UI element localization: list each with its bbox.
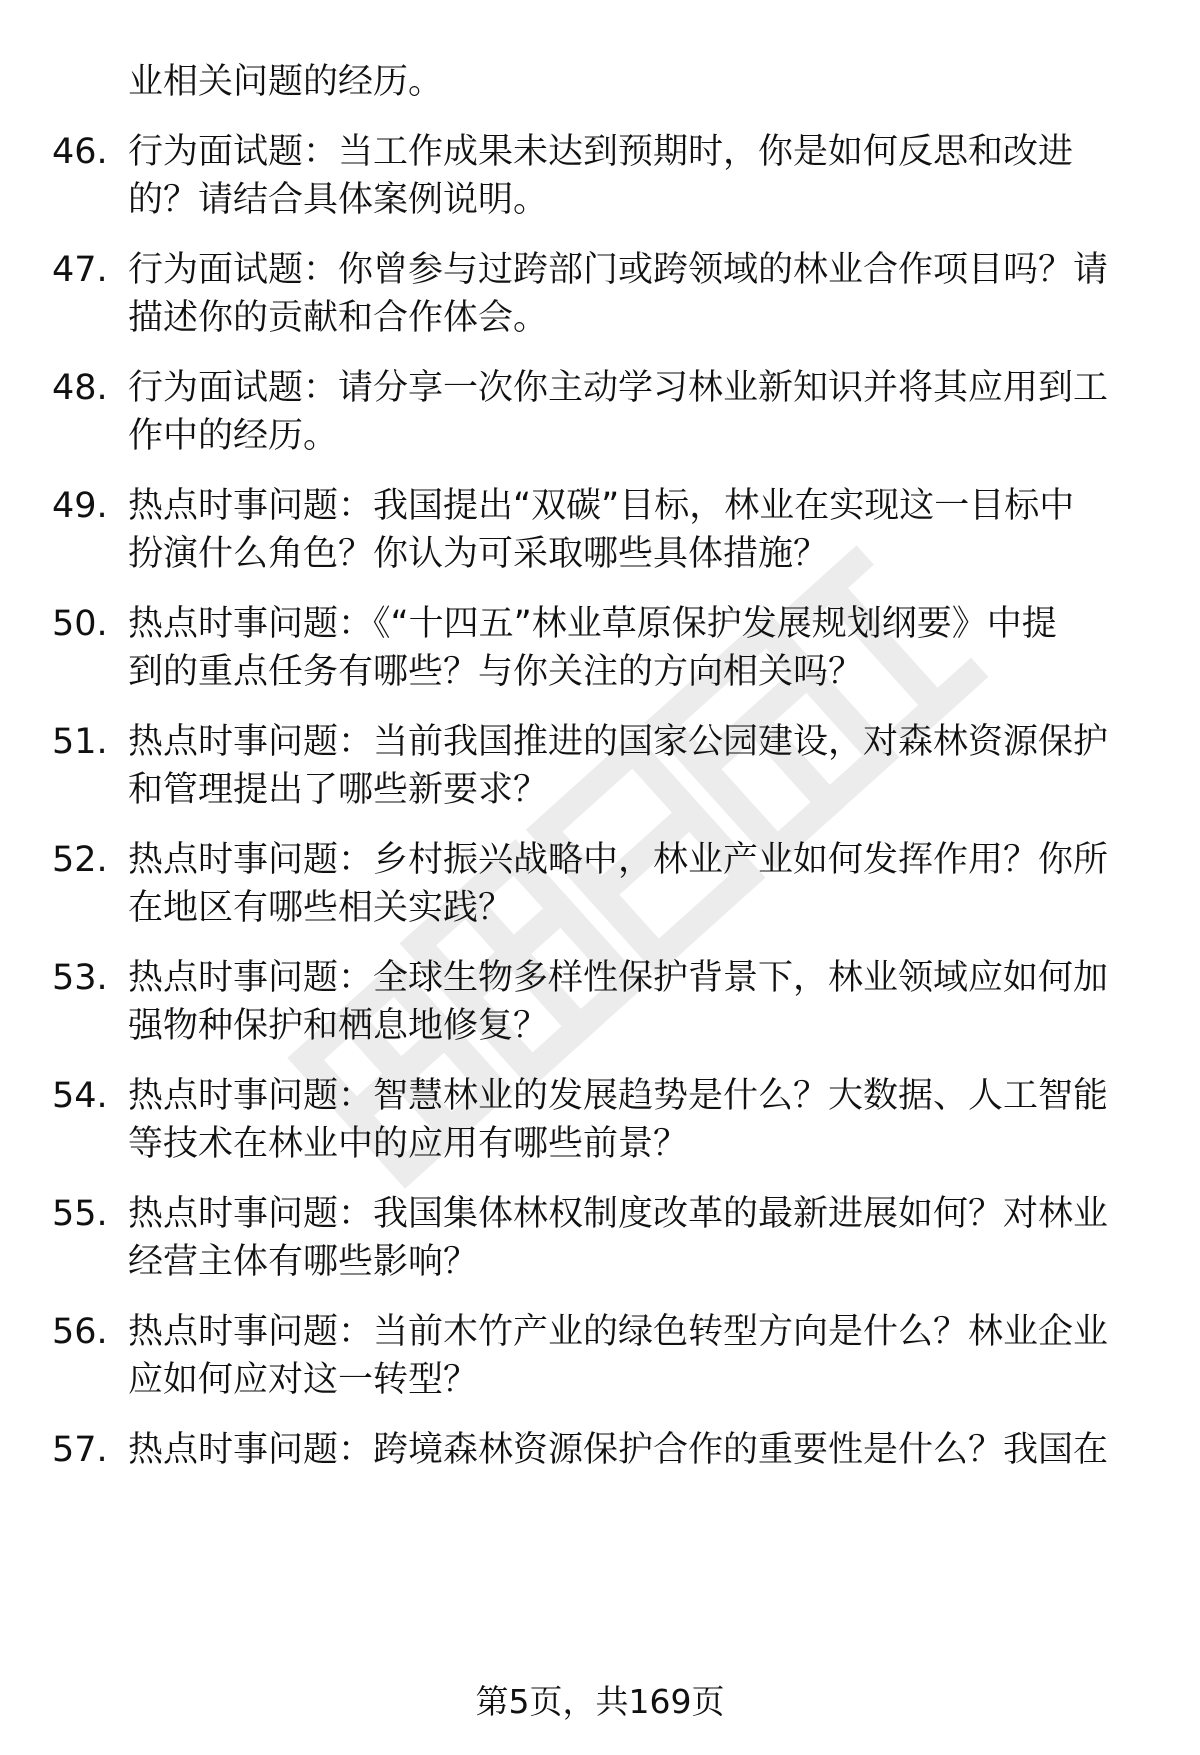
item-text-line: 的？请结合具体案例说明。 xyxy=(128,180,549,220)
item-number: 51. xyxy=(52,722,108,762)
item-text-line: 作中的经历。 xyxy=(128,416,339,456)
item-text-line: 描述你的贡献和合作体会。 xyxy=(128,298,549,338)
list-item xyxy=(0,600,1200,710)
list-item xyxy=(0,364,1200,474)
item-text-line: 等技术在林业中的应用有哪些前景？ xyxy=(128,1124,689,1164)
item-text-line: 经营主体有哪些影响？ xyxy=(128,1242,479,1282)
continuation-text: 业相关问题的经历。 xyxy=(128,62,444,102)
item-text-line: 热点时事问题：《“十四五”林业草原保护发展规划纲要》中提 xyxy=(128,604,1057,644)
item-number: 50. xyxy=(52,604,108,644)
item-number: 48. xyxy=(52,368,108,408)
item-number: 47. xyxy=(52,250,108,290)
item-text-line: 扮演什么角色？你认为可采取哪些具体措施？ xyxy=(128,534,829,574)
list-item xyxy=(0,836,1200,946)
item-number: 55. xyxy=(52,1194,108,1234)
list-item xyxy=(0,1072,1200,1182)
list-item xyxy=(0,1190,1200,1300)
item-text-line: 行为面试题：请分享一次你主动学习林业新知识并将其应用到工 xyxy=(128,368,1109,408)
item-text-line: 在地区有哪些相关实践？ xyxy=(128,888,514,928)
item-text-line: 热点时事问题：全球生物多样性保护背景下，林业领域应如何加 xyxy=(128,958,1109,998)
item-text-line: 热点时事问题：智慧林业的发展趋势是什么？大数据、人工智能 xyxy=(128,1076,1109,1116)
item-number: 46. xyxy=(52,132,108,172)
item-number: 49. xyxy=(52,486,108,526)
list-item xyxy=(0,482,1200,592)
item-text-line: 行为面试题：当工作成果未达到预期时，你是如何反思和改进 xyxy=(128,132,1074,172)
item-number: 54. xyxy=(52,1076,108,1116)
item-text-line: 和管理提出了哪些新要求？ xyxy=(128,770,549,810)
item-text-line: 应如何应对这一转型？ xyxy=(128,1360,479,1400)
list-item xyxy=(0,246,1200,356)
item-number: 57. xyxy=(52,1430,108,1470)
item-text-line: 到的重点任务有哪些？与你关注的方向相关吗？ xyxy=(128,652,864,692)
list-item xyxy=(0,1426,1200,1536)
item-number: 56. xyxy=(52,1312,108,1352)
list-item xyxy=(0,954,1200,1064)
item-text-line: 热点时事问题：当前木竹产业的绿色转型方向是什么？林业企业 xyxy=(128,1312,1109,1352)
item-number: 52. xyxy=(52,840,108,880)
item-text-line: 行为面试题：你曾参与过跨部门或跨领域的林业合作项目吗？请 xyxy=(128,250,1109,290)
item-text-line: 热点时事问题：我国提出“双碳”目标，林业在实现这一目标中 xyxy=(128,486,1075,526)
item-number: 53. xyxy=(52,958,108,998)
item-text-line: 热点时事问题：跨境森林资源保护合作的重要性是什么？我国在 xyxy=(128,1430,1109,1470)
item-text-line: 强物种保护和栖息地修复？ xyxy=(128,1006,549,1046)
page-footer: 第5页，共169页 xyxy=(475,1682,725,1721)
list-item xyxy=(0,718,1200,828)
item-text-line: 热点时事问题：当前我国推进的国家公园建设，对森林资源保护 xyxy=(128,722,1109,762)
list-item xyxy=(0,1308,1200,1418)
item-text-line: 热点时事问题：我国集体林权制度改革的最新进展如何？对林业 xyxy=(128,1194,1109,1234)
list-item xyxy=(0,128,1200,238)
item-text-line: 热点时事问题：乡村振兴战略中，林业产业如何发挥作用？你所 xyxy=(128,840,1109,880)
